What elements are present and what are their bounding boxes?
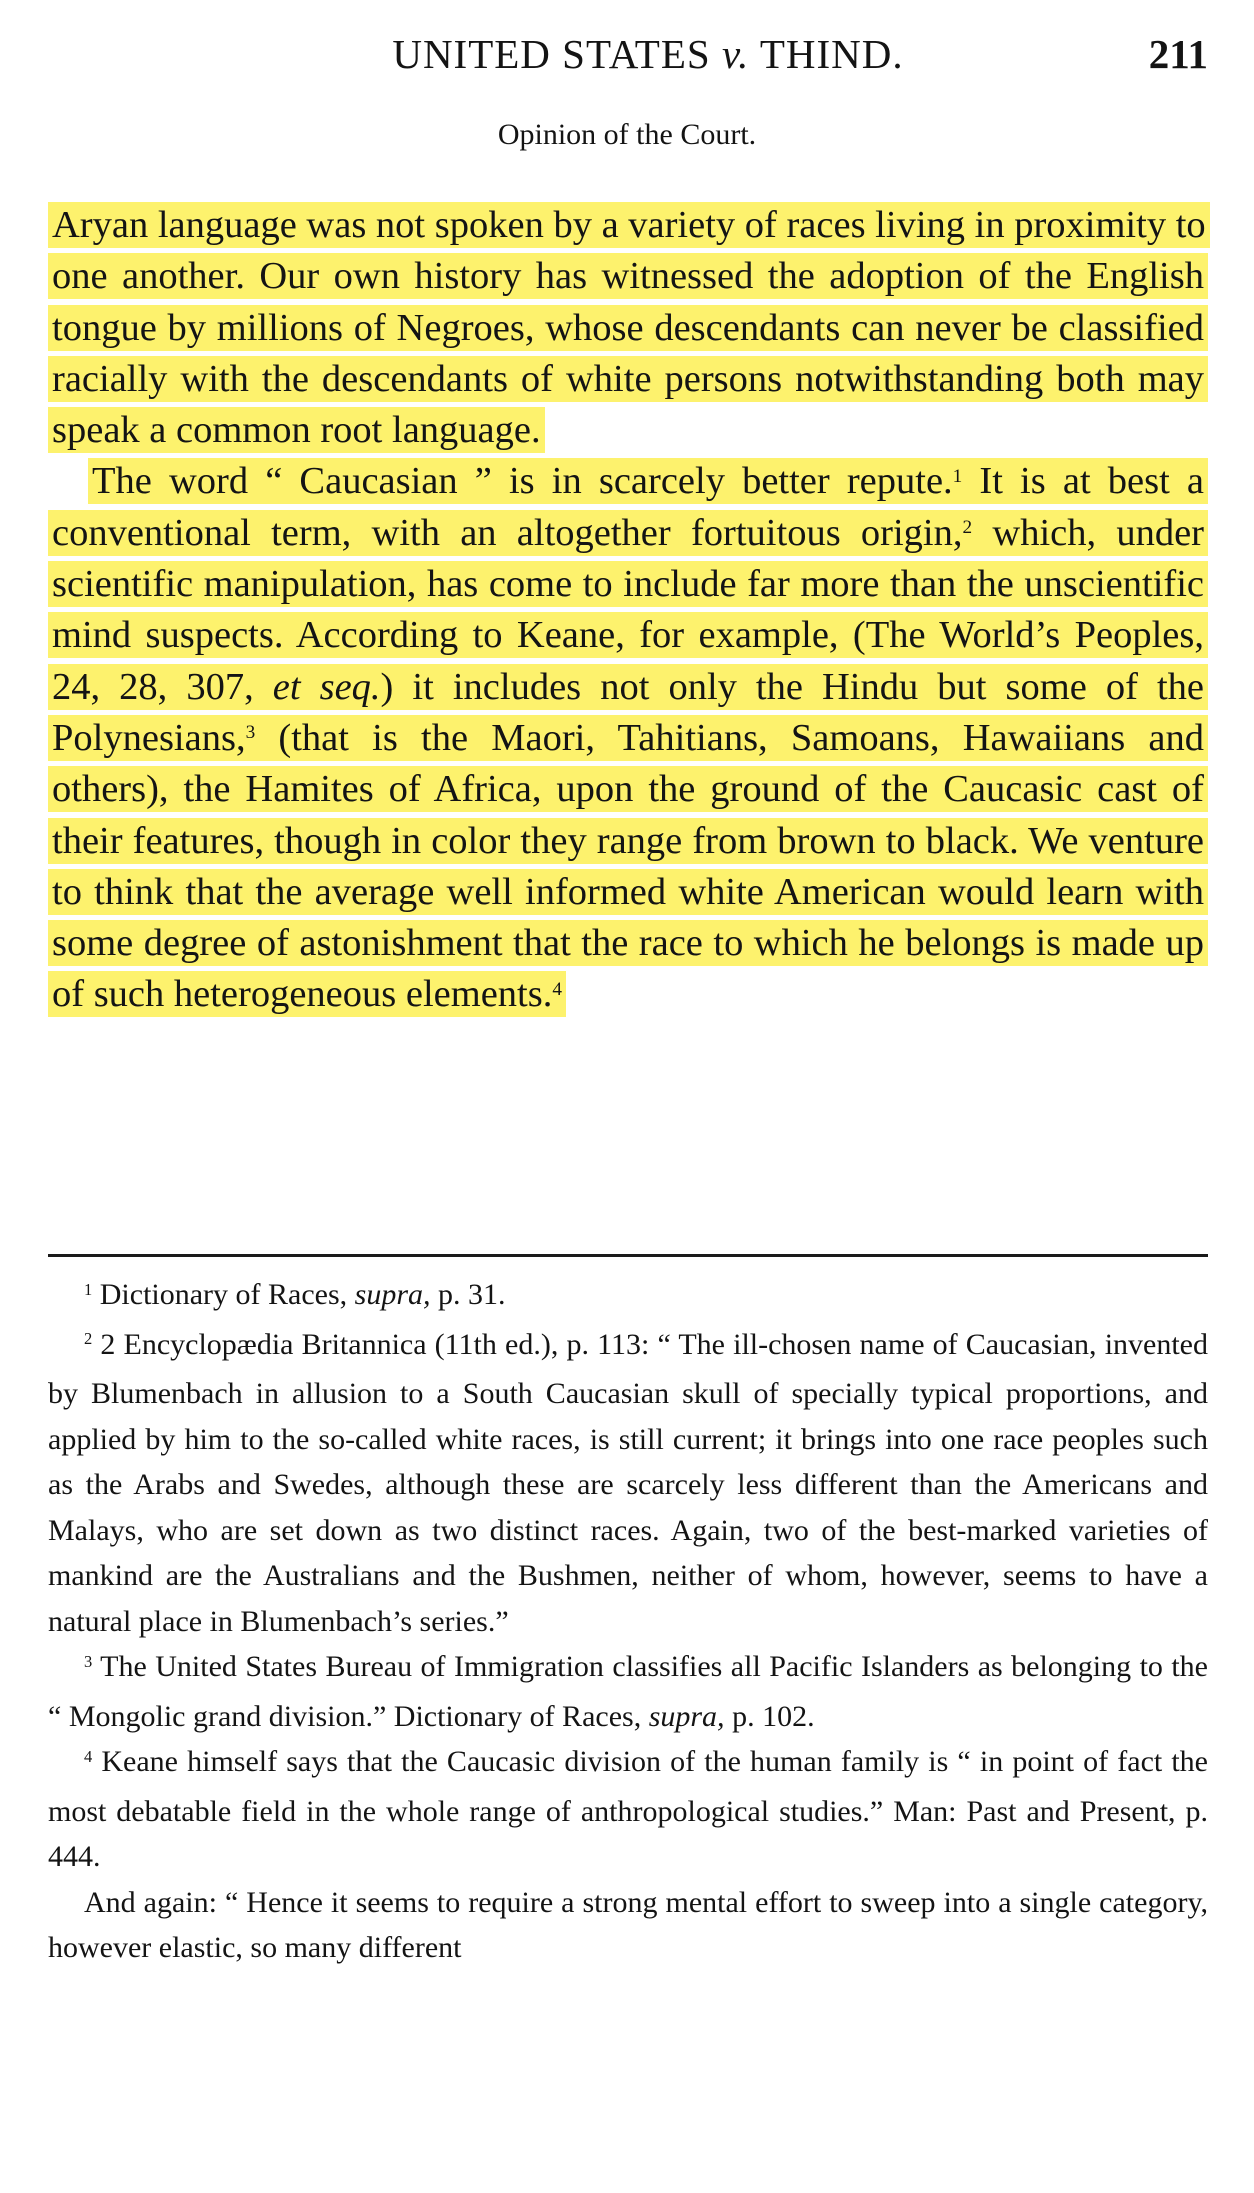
footnote-ref: 1 bbox=[952, 465, 963, 487]
subheading: Opinion of the Court. bbox=[497, 118, 757, 151]
footnote-continuation: And again: “ Hence it seems to require a strong mental effort to sweep into a single category, however elastic, so many different bbox=[48, 1885, 1208, 1964]
page-number: 211 bbox=[1148, 31, 1208, 77]
opinion-body bbox=[48, 200, 1208, 1021]
footnotes bbox=[48, 1272, 1208, 1971]
footnote-4: $^4$ Keane himself says that the Caucasic division of the human family is “ in point of fact the most debatable field in the whole range of anthropological studies.” Man: Past and Present, p. 444. bbox=[48, 1745, 1208, 1873]
highlighted-text: Aryan language was not spoken by a variety of races living in proximity to one another. Our own history has witnessed the adoption of the English tongue by millions of Negroes, whose descendants can never be classified racially with the descendants of white persons notwithstanding both may speak a common root language. bbox=[48, 202, 1210, 453]
highlighted-text: The word “ Caucasian ” is in scarcely better repute.$^1$ It is at best a conventional term, with an altogether fortuitous origin,$^2$ which, under scientific manipulation, has come to include far more than the unscientific mind suspects. According to Keane, for example, (The World’s Peoples, 24, 28, 307, et seq.) it includes not only the Hindu but some of the Polynesians,$^3$ (that is the Maori, Tahitians, Samoans, Hawaiians and others), the Hamites of Africa, upon the ground of the Caucasic cast of their features, though in color they range from brown to black. We venture to think that the average well informed white American would learn with some degree of astonishment that the race to which he belongs is made up of such heterogeneous elements.$^4$ bbox=[48, 458, 1208, 1017]
paragraph-1 bbox=[48, 200, 1208, 456]
footnote-ref: 3 bbox=[245, 722, 256, 744]
footnote-divider bbox=[48, 1254, 1208, 1257]
footnote-ref: 2 bbox=[962, 517, 973, 539]
footnote-1: $^1$ Dictionary of Races, supra, p. 31. bbox=[84, 1278, 506, 1311]
footnote-2: $^2$ 2 Encyclopædia Britannica (11th ed.), p. 113: “ The ill-chosen name of Caucasian, invented by Blumenbach in allusion to a South Caucasian skull of specially typical proportions, and applied by him to the so-called white races, is still current; it brings into one race peoples such as the Arabs and Swedes, although these are scarcely less different than the Americans and Malays, who are set down as two distinct races. Again, two of the best-marked varieties of mankind are the Australians and the Bushmen, neither of whom, however, seems to have a natural place in Blumenbach’s series.” bbox=[48, 1327, 1208, 1638]
footnote-ref: 4 bbox=[552, 978, 562, 1000]
footnote-3: $^3$ The United States Bureau of Immigration classifies all Pacific Islanders as belonging to the “ Mongolic grand division.” Dictionary of Races, supra, p. 102. bbox=[48, 1650, 1208, 1733]
paragraph-2 bbox=[48, 456, 1208, 1020]
case-title: UNITED STATES v. THIND. bbox=[392, 31, 904, 77]
running-head bbox=[48, 30, 1208, 90]
